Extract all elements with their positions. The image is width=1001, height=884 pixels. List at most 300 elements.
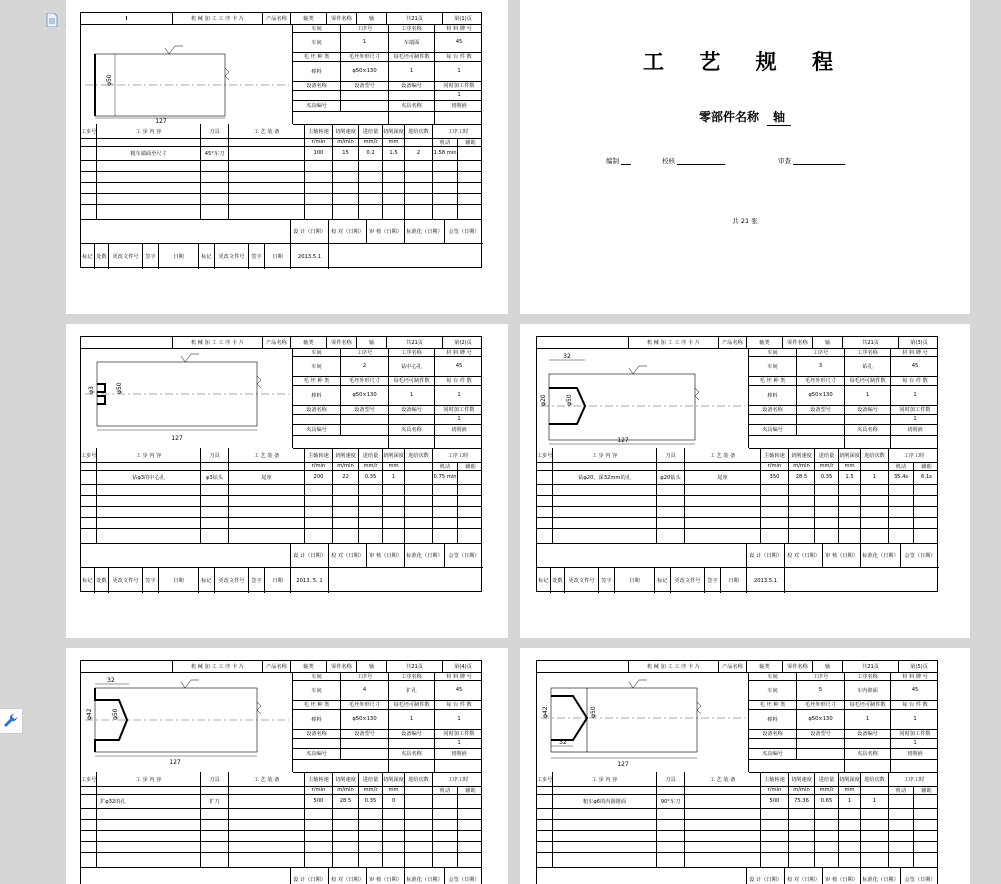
labels-blank-pcs: 每毛坯可制件数 (389, 700, 435, 709)
labels-total-suffix: 页 (417, 16, 423, 22)
labels-total-prefix: 共 (861, 664, 868, 670)
cards-2-step-cut: 28.5 (789, 470, 815, 484)
labels-rmin: r/min (305, 786, 333, 794)
labels-feed: 进给量 (359, 124, 383, 138)
labels-rmin: r/min (761, 786, 789, 794)
labels-material: 材 料 牌 号 (446, 25, 472, 32)
labels-rmin: r/min (305, 462, 333, 470)
labels-dim-50: φ50 (590, 706, 597, 718)
labels-coolant: 切削液 (451, 103, 467, 109)
step-row (537, 794, 937, 809)
labels-spindle: 主轴转速 (305, 772, 333, 786)
labels-feed: 进给量 (359, 448, 383, 462)
labels-date: 日期 (159, 244, 199, 269)
cards-1-op-name: 钻中心孔 (389, 356, 435, 376)
labels-part-name-val: 轴 (357, 13, 387, 24)
labels-date: 日期 (721, 568, 747, 593)
labels-date: 日期 (265, 244, 291, 269)
step-row (81, 794, 481, 809)
cards-3-step-time (433, 794, 458, 808)
cards-3-step-tool: 扩刀 (201, 794, 229, 808)
cards-3-concurrent: 1 (457, 740, 461, 746)
cards-1-concurrent: 1 (457, 416, 461, 422)
cards-2-step-aux: 6.1s (921, 474, 932, 480)
labels-fixture-name: 夹具名称 (845, 424, 891, 435)
steps-table (81, 124, 481, 219)
step-row (537, 470, 937, 485)
labels-blank-type: 毛 坯 种 类 (293, 700, 341, 709)
labels-page-prefix: 第 (454, 16, 460, 22)
labels-equip-model: 设备型号 (341, 81, 389, 90)
cards-0-step-tool: 45°车刀 (201, 146, 229, 160)
cards-3-total: 21 (411, 663, 418, 670)
labels-product-name: 产品名称 (719, 661, 747, 672)
cards-4-step-passes: 1 (861, 794, 889, 808)
part-sketch (81, 672, 293, 772)
labels-mark: 标记 (199, 568, 215, 593)
labels-product-name: 产品名称 (263, 13, 291, 24)
labels-aux: 辅助 (921, 787, 932, 794)
labels-equip-no: 设备编号 (389, 729, 435, 738)
sig-check (662, 156, 725, 165)
cards-1-material-no: 45 (455, 363, 463, 369)
labels-total-suffix: 页 (466, 16, 472, 22)
labels-signature: 签字 (705, 568, 721, 593)
labels-op-name: 工序名称 (389, 24, 435, 32)
labels-fixture-no: 夹具编号 (749, 424, 797, 435)
labels-review: 审 核（日期） (367, 868, 405, 884)
cards-3-step-equip (229, 794, 305, 808)
labels-shaft: 轴类 (747, 337, 783, 348)
part-sketch (81, 24, 293, 124)
cards-1-step-time: 0.75 min (433, 470, 458, 484)
labels-mmr: mm/r (815, 462, 839, 470)
labels-op-hours: 工序工时 (447, 452, 469, 459)
labels-design: 设 计（日期） (747, 544, 785, 568)
cards-4-material-no: 45 (911, 687, 919, 693)
labels-part-name-lbl: 零件名称 (783, 337, 813, 348)
labels-sign-off: 会签（日期） (445, 220, 483, 244)
cards-4-step-content: 粗车φ6的内圆锥面 (553, 794, 657, 808)
labels-shaft: 轴类 (291, 13, 327, 24)
cards-0-per-unit: 1 (457, 68, 461, 74)
cards-1-step-content: 钻φ3的中心孔 (97, 470, 201, 484)
labels-material: 材 料 牌 号 (902, 673, 928, 680)
labels-sign-off: 会签（日期） (901, 868, 939, 884)
labels-machine: 机动 (889, 786, 914, 794)
cards-3-op-no: 4 (341, 680, 389, 700)
labels-equip-no: 设备编号 (389, 81, 435, 90)
labels-workshop: 车间 (293, 24, 341, 32)
cards-3-blank-dim: φ50×130 (341, 709, 389, 729)
cards-0-step-cut: 15 (333, 146, 359, 160)
labels-page-prefix: 第 (454, 340, 460, 346)
labels-coolant: 切削液 (907, 427, 923, 433)
labels-fixture-name: 夹具名称 (389, 748, 435, 759)
labels-product-name: 产品名称 (263, 661, 291, 672)
labels-process-equip: 工 艺 装 备 (229, 124, 305, 138)
labels-total-prefix: 共 (405, 340, 412, 346)
cards-1-blank-dim: φ50×130 (341, 385, 389, 405)
labels-equip-no: 设备编号 (389, 405, 435, 414)
cards-4-step-speed: 500 (761, 794, 789, 808)
cards-2-op-name: 钻孔 (845, 356, 891, 376)
step-row (81, 146, 481, 161)
cards-4-step-feed: 0.65 (815, 794, 839, 808)
labels-design: 设 计（日期） (291, 544, 329, 568)
cards-0-material-no: 45 (455, 39, 463, 45)
labels-product-name: 产品名称 (263, 337, 291, 348)
labels-equip-name: 设备名称 (293, 729, 341, 738)
labels-machine: 机动 (433, 786, 458, 794)
cover-part-label: 零部件名称 (698, 110, 759, 124)
labels-process-equip: 工 艺 装 备 (685, 772, 761, 786)
labels-cut-speed: 切削速度 (789, 448, 815, 462)
process-card-2 (80, 336, 482, 592)
cards-0-step-depth: 1.5 (383, 146, 405, 160)
labels-workshop: 车间 (293, 672, 341, 680)
doc-page-2 (66, 324, 508, 638)
labels-dim-50: φ50 (116, 382, 123, 394)
doc-page-5 (520, 648, 970, 884)
process-card-3 (536, 336, 938, 592)
labels-total-suffix: 页 (873, 340, 879, 346)
labels-per-unit: 每 台 件 数 (902, 378, 928, 384)
labels-equip-model: 设备型号 (341, 405, 389, 414)
cards-0-blank-dim: φ50×130 (341, 61, 389, 81)
labels-step-content: 工 步 内 容 (553, 772, 657, 786)
labels-blank-type: 毛 坯 种 类 (749, 700, 797, 709)
cards-2-step-speed: 350 (761, 470, 789, 484)
doc-page-cover (520, 0, 970, 314)
cards-4-step-equip (685, 794, 761, 808)
labels-process-equip: 工 艺 装 备 (229, 448, 305, 462)
cards-3-step-cut: 28.5 (333, 794, 359, 808)
labels-coolant: 切削液 (451, 427, 467, 433)
labels-total-prefix: 共 (861, 340, 868, 346)
labels-step-content: 工 步 内 容 (97, 772, 201, 786)
cards-2-total: 21 (867, 339, 874, 346)
cards-1-step-equip: 尾座 (229, 470, 305, 484)
labels-total-prefix: 共 (405, 664, 412, 670)
labels-aux: 辅助 (465, 787, 476, 794)
labels-signature: 签字 (143, 244, 159, 269)
labels-passes: 进给次数 (405, 448, 433, 462)
labels-feed: 进给量 (359, 772, 383, 786)
labels-mm: mm (383, 786, 405, 794)
cover-approve: 审查 (778, 157, 791, 165)
labels-spindle: 主轴转速 (305, 448, 333, 462)
labels-material: 材 料 牌 号 (446, 349, 472, 356)
labels-mark: 标记 (81, 568, 95, 593)
labels-concurrent: 同时加工件数 (443, 731, 475, 737)
labels-standard: 标准化（日期） (405, 544, 445, 568)
doc-page-3 (520, 324, 970, 638)
labels-rmin: r/min (305, 138, 333, 146)
labels-op-no: 工序号 (341, 348, 389, 356)
labels-passes: 进给次数 (861, 448, 889, 462)
labels-bar: 棒料 (749, 709, 797, 729)
labels-count: 处数 (551, 568, 565, 593)
cards-4-page: (5) (915, 663, 923, 670)
cards-0-step-speed: 100 (305, 146, 333, 160)
labels-design: 设 计（日期） (747, 868, 785, 884)
cards-3-step-depth: 0 (383, 794, 405, 808)
labels-workshop: 车间 (749, 680, 797, 700)
cards-1-step-cut: 22 (333, 470, 359, 484)
labels-process-equip: 工 艺 装 备 (229, 772, 305, 786)
labels-sign-off: 会签（日期） (901, 544, 939, 568)
labels-blank-pcs: 每毛坯可制件数 (389, 52, 435, 61)
labels-aux: 辅助 (465, 463, 476, 470)
labels-op-name: 工序名称 (845, 348, 891, 356)
cover-checkby: 校核 (662, 157, 675, 165)
labels-op-hours: 工序工时 (447, 776, 469, 783)
labels-mark: 标记 (199, 244, 215, 269)
cards-1-step-feed: 0.35 (359, 470, 383, 484)
labels-signature: 签字 (249, 244, 265, 269)
labels-aux: 辅助 (921, 463, 932, 470)
labels-spindle: 主轴转速 (761, 448, 789, 462)
labels-per-unit: 每 台 件 数 (446, 54, 472, 60)
labels-total-suffix: 页 (417, 664, 423, 670)
labels-fixture-name: 夹具名称 (389, 100, 435, 111)
labels-step-no: 工步号 (81, 124, 97, 138)
labels-mm: mm (839, 462, 861, 470)
labels-cut-speed: 切削速度 (333, 124, 359, 138)
dim-50: φ50 (106, 74, 113, 86)
labels-material: 材 料 牌 号 (446, 673, 472, 680)
labels-workshop: 车间 (293, 32, 341, 52)
labels-standard: 标准化（日期） (861, 544, 901, 568)
cards-2-material-no: 45 (911, 363, 919, 369)
labels-dim-127: 127 (617, 437, 629, 444)
labels-process-equip: 工 艺 装 备 (685, 448, 761, 462)
labels-depth: 切削深度 (839, 448, 861, 462)
labels-dim-50: φ50 (566, 394, 573, 406)
labels-blank-dim: 毛坯外形尺寸 (797, 376, 845, 385)
labels-change-doc: 更改文件号 (109, 568, 143, 593)
labels-change-doc: 更改文件号 (109, 244, 143, 269)
labels-op-hours: 工序工时 (447, 128, 469, 135)
cards-3-step-content: 扩φ32的孔 (97, 794, 201, 808)
labels-cut-speed: 切削速度 (333, 448, 359, 462)
labels-page-prefix: 第 (454, 664, 460, 670)
labels-change-doc: 更改文件号 (215, 244, 249, 269)
labels-mmr: mm/r (359, 138, 383, 146)
labels-fixture-no: 夹具编号 (749, 748, 797, 759)
cards-3-step-speed: 500 (305, 794, 333, 808)
cards-3-page: (4) (459, 663, 467, 670)
labels-blank-type: 毛 坯 种 类 (293, 376, 341, 385)
labels-dim-50: φ50 (112, 708, 119, 720)
labels-depth: 切削深度 (383, 448, 405, 462)
labels-op-no: 工序号 (797, 348, 845, 356)
labels-mark: 标记 (81, 244, 95, 269)
labels-dim-32: 32 (563, 353, 571, 360)
cards-0-op-name: 车端面 (389, 32, 435, 52)
cards-2-step-time: 35.4s (889, 470, 914, 484)
cards-2-step-depth: 1.5 (839, 470, 861, 484)
labels-total-suffix: 页 (466, 664, 472, 670)
labels-review: 审 核（日期） (823, 544, 861, 568)
labels-tool: 刀具 (201, 448, 229, 462)
wrench-icon[interactable] (0, 708, 23, 734)
labels-total-suffix: 页 (922, 664, 928, 670)
cards-0-step-feed: 0.2 (359, 146, 383, 160)
labels-count: 处数 (95, 244, 109, 269)
labels-machine: 机动 (433, 138, 458, 146)
labels-sign-off: 会签（日期） (445, 868, 483, 884)
labels-passes: 进给次数 (405, 772, 433, 786)
cards-4-step-depth: 1 (839, 794, 861, 808)
labels-op-name: 工序名称 (389, 672, 435, 680)
cards-1-page: (2) (459, 339, 467, 346)
labels-dim-42: φ42 (542, 706, 549, 718)
labels-total-suffix: 页 (873, 664, 879, 670)
cards-0-page: (1) (459, 15, 467, 22)
labels-blank-dim: 毛坯外形尺寸 (797, 700, 845, 709)
labels-standard: 标准化（日期） (861, 868, 901, 884)
cards-4-blank-pcs: 1 (845, 709, 891, 729)
labels-part-name-val: 轴 (357, 661, 387, 672)
labels-equip-model: 设备型号 (797, 405, 845, 414)
labels-equip-no: 设备编号 (845, 405, 891, 414)
labels-page-prefix: 第 (910, 340, 916, 346)
labels-change-doc: 更改文件号 (215, 568, 249, 593)
cards-1-step-depth: 1 (383, 470, 405, 484)
labels-shaft: 轴类 (291, 661, 327, 672)
labels-fixture-no: 夹具编号 (293, 424, 341, 435)
labels-review: 审 核（日期） (367, 544, 405, 568)
cards-0-blank-pcs: 1 (389, 61, 435, 81)
labels-step-no: 工步号 (537, 772, 553, 786)
labels-bar: 棒料 (293, 709, 341, 729)
cards-3-per-unit: 1 (457, 716, 461, 722)
labels-mmr: mm/r (815, 786, 839, 794)
process-card-4 (80, 660, 482, 884)
labels-equip-name: 设备名称 (293, 405, 341, 414)
labels-dim-42: φ42 (86, 708, 93, 720)
dim-127: 127 (155, 118, 167, 124)
labels-mmin: m/min (333, 786, 359, 794)
labels-spindle: 主轴转速 (761, 772, 789, 786)
labels-step-no: 工步号 (81, 448, 97, 462)
labels-feed: 进给量 (815, 448, 839, 462)
labels-signature: 签字 (599, 568, 615, 593)
labels-design: 设 计（日期） (291, 868, 329, 884)
labels-signature: 签字 (249, 568, 265, 593)
cards-4-step-cut: 75.36 (789, 794, 815, 808)
labels-blank-dim: 毛坯外形尺寸 (341, 700, 389, 709)
cards-2-concurrent: 1 (913, 416, 917, 422)
labels-op-name: 工序名称 (389, 348, 435, 356)
cards-0-design-date: 2013.5.1 (291, 244, 329, 269)
cover-part-value: 轴 (767, 108, 791, 126)
labels-part-name-lbl: 零件名称 (783, 661, 813, 672)
labels-concurrent: 同时加工件数 (899, 407, 931, 413)
labels-design: 设 计（日期） (291, 220, 329, 244)
cover-page-count: 共 21 张 (732, 217, 758, 225)
labels-count: 处数 (95, 568, 109, 593)
labels-equip-model: 设备型号 (341, 729, 389, 738)
labels-machine: 机动 (433, 462, 458, 470)
labels-passes: 进给次数 (405, 124, 433, 138)
signature-block (81, 219, 481, 267)
labels-mmr: mm/r (359, 786, 383, 794)
cards-2-op-no: 3 (797, 356, 845, 376)
doc-page-4 (66, 648, 508, 884)
labels-standard: 标准化（日期） (405, 220, 445, 244)
labels-step-content: 工 步 内 容 (97, 448, 201, 462)
labels-workshop: 车间 (293, 348, 341, 356)
cover-compile: 编制 (606, 157, 619, 165)
labels-date: 日期 (159, 568, 199, 593)
labels-material: 材 料 牌 号 (902, 349, 928, 356)
cards-2-design-date: 2013.5.1 (747, 568, 785, 593)
cards-3-step-feed: 0.35 (359, 794, 383, 808)
labels-card-title: 机 械 加 工 工 序 卡 片 (173, 337, 263, 348)
labels-change-doc: 更改文件号 (671, 568, 705, 593)
labels-part-name-val: 轴 (813, 337, 843, 348)
cards-0-step-time: 1.58 min (433, 146, 458, 160)
cards-0-step-content: 粗车端面至尺寸 (97, 146, 201, 160)
labels-per-unit: 每 台 件 数 (902, 702, 928, 708)
labels-mmin: m/min (789, 786, 815, 794)
document-icon[interactable] (46, 12, 58, 26)
labels-standard: 标准化（日期） (405, 868, 445, 884)
cards-4-concurrent: 1 (913, 740, 917, 746)
labels-concurrent: 同时加工件数 (443, 83, 475, 89)
labels-machine: 机动 (889, 462, 914, 470)
card-title: 机 械 加 工 工 序 卡 片 (173, 13, 263, 24)
labels-per-unit: 每 台 件 数 (446, 378, 472, 384)
cards-4-per-unit: 1 (913, 716, 917, 722)
labels-op-name: 工序名称 (845, 672, 891, 680)
cards-3-blank-pcs: 1 (389, 709, 435, 729)
cards-3-op-name: 扩孔 (389, 680, 435, 700)
cards-1-step-tool: φ3钻头 (201, 470, 229, 484)
labels-fixture-name: 夹具名称 (845, 748, 891, 759)
labels-review: 审 核（日期） (823, 868, 861, 884)
labels-spindle: 主轴转速 (305, 124, 333, 138)
labels-aux: 辅助 (465, 139, 476, 146)
labels-tool: 刀具 (201, 772, 229, 786)
labels-equip-model: 设备型号 (797, 729, 845, 738)
labels-tool: 刀具 (201, 124, 229, 138)
cards-3-step-passes (405, 794, 433, 808)
labels-concurrent: 同时加工件数 (899, 731, 931, 737)
labels-shaft: 轴类 (291, 337, 327, 348)
labels-equip-no: 设备编号 (845, 729, 891, 738)
labels-bar: 棒料 (293, 385, 341, 405)
labels-blank-dim: 毛坯外形尺寸 (341, 376, 389, 385)
part-sketch (81, 348, 293, 448)
labels-fixture-no: 夹具编号 (293, 748, 341, 759)
cover-title: 工 艺 规 程 (643, 49, 847, 74)
cards-2-step-content: 钻φ20，深32mm的孔 (553, 470, 657, 484)
cards-0-concurrent: 1 (457, 92, 461, 98)
cards-0-op-no: 1 (341, 32, 389, 52)
labels-total-suffix: 页 (466, 340, 472, 346)
labels-fixture-no: 夹具编号 (293, 100, 341, 111)
labels-change-doc: 更改文件号 (565, 568, 599, 593)
labels-bar: 棒料 (749, 385, 797, 405)
labels-check: 校 对（日期） (329, 220, 367, 244)
cards-2-step-equip: 尾座 (685, 470, 761, 484)
labels-review: 审 核（日期） (367, 220, 405, 244)
labels-dim-3: φ3 (88, 386, 95, 394)
